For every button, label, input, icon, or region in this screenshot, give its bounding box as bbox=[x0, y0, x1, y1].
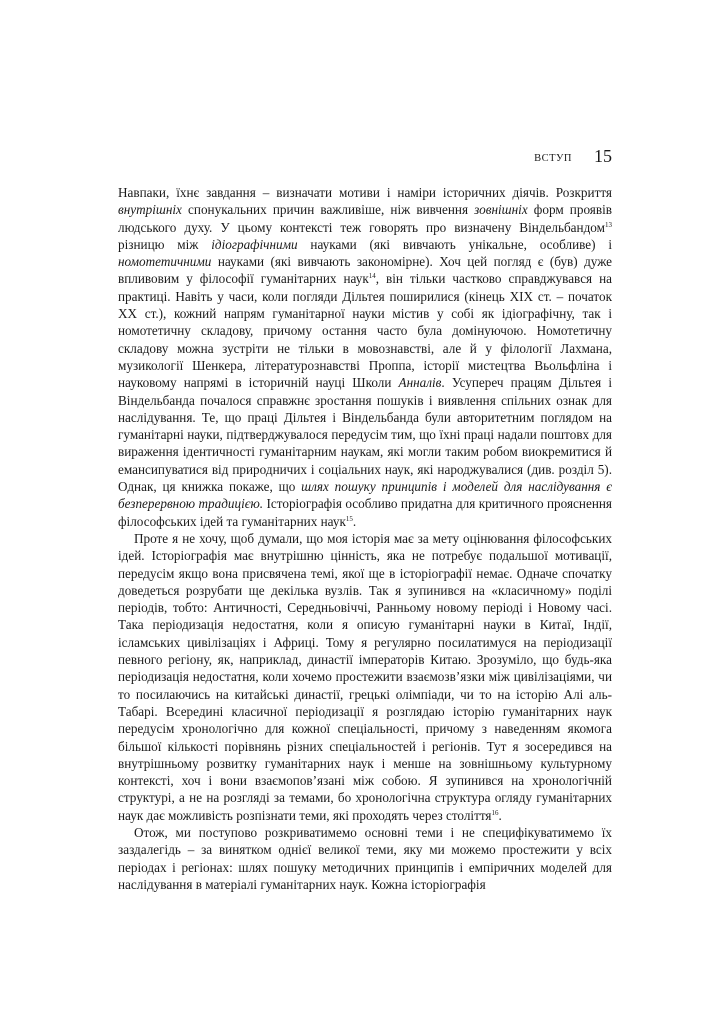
text-run: науками (які вивчають унікальне, особливе) і bbox=[297, 236, 612, 252]
italic-text: ідіографічними bbox=[211, 236, 298, 252]
text-run: . Усупереч працям Дільтея і Віндельбанда почалося справжнє зростання пошуків і виявлення спільних ознак для наслідування. Те, що праці Дільтея і Віндельбанда були авторитетним поглядом на гуманітарні науки, підтверджувалося передусім тим, що їхні праці надали поштовх для вираження ідентичності гуманітарним наукам, які могли таким робом виокремитися й емансипуватися від природничих і соціальних наук, які народжувалися (див. розділ 5). Однак, ця книжка покаже, що bbox=[118, 375, 612, 495]
text-run: Отож, ми поступово розкриватимемо основні теми і не специфікуватимемо їх заздалегідь – за винятком однієї великої теми, яку ми можемо простежити у всіх періодах і регіонах: шлях пошуку методичних принципів і емпіричних моделей для наслідування в матеріалі гуманітарних наук. Кожна історіографія bbox=[118, 824, 612, 892]
footnote-ref: 15 bbox=[345, 514, 353, 523]
footnote-ref: 16 bbox=[491, 808, 499, 817]
italic-text: зовнішніх bbox=[474, 202, 528, 218]
text-run: спонукальних причин важливіше, ніж вивчення bbox=[181, 202, 475, 218]
text-run: Проте я не хочу, щоб думали, що моя історія має за мету оцінювання філософських ідей. Історіографія має внутрішню цінність, яка не потребує подальшої мотивації, передусім якщо вона присвячена темі, якої ще в історіографії немає. Одначе спочатку доведеться розрубати ще декілька вузлів. Так я зупинився на «класичному» поділі періодів, тобто: Античності, Середньовіччі, Ранньому новому періоді і Новому часі. Така періодизація недостатня, коли я описую гуманітарні науки в Китаї, Індії, ісламських цивілізаціях і Африці. Тому я регулярно посилатимуся на періодизації певного регіону, як, наприклад, династії імператорів Китаю. Зрозуміло, що будь-яка періодизація недостатня, коли хочемо простежити взаємозв’язки між цивілізаціями, чи то посилаючись на китайські династії, грецькі олімпіади, чи то на історію Алі аль-Табарі. Всередині класичної періодизації я розглядаю історію гуманітарних наук передусім хронологічно для кожної спеціальності, причому з наведенням якомога більшої кількості порівнянь різних спеціальностей і регіонів. Тут я зосередився на внутрішньому розвитку гуманітарних наук і менше на зовнішньому культурному контексті, хоч і вони взаємопов’язані між собою. Я зупинився на хронологічній структурі, а не на розгляді за темами, бо хронологічна структура огляду гуманітарних наук дає можливість розпізнати теми, які проходять через століття bbox=[118, 530, 612, 823]
paragraph bbox=[118, 184, 612, 530]
footnote-ref: 14 bbox=[368, 272, 376, 281]
footnote-ref: 13 bbox=[605, 220, 612, 229]
text-run: , він тільки частково справджувався на практиці. Навіть у часи, коли погляди Дільтея поширилися (кінець XIX ст. – початок XX ст.), кожний напрям гуманітарної науки містив у собі як ідіографічну, так і номотетичну складову, причому остання часто була домінуючою. Номотетичну складову можна зустріти не тільки в мовознавстві, але й у філології Лахмана, музикології Шенкера, літературознавстві Проппа, історії мистецтва Вьольфліна і науковому напрямі в історичній науці Школи bbox=[118, 271, 612, 391]
text-run: різницю між bbox=[118, 236, 212, 252]
text-run: . bbox=[498, 807, 502, 823]
italic-text: Анналів bbox=[398, 375, 442, 391]
text-run: науками (які вивчають закономірне). Хоч цей погляд є (був) дуже впливовим у філософії гуманітарних наук bbox=[118, 254, 612, 287]
running-header bbox=[118, 148, 612, 170]
running-head-title: ВСТУП bbox=[534, 153, 572, 164]
italic-text: шлях пошуку принципів і моделей для наслідування є безперервною традицією. bbox=[118, 479, 612, 512]
text-run: Навпаки, їхнє завдання – визначати мотиви і наміри історичних діячів. Розкриття bbox=[118, 185, 612, 200]
italic-text: номотетичними bbox=[118, 254, 212, 270]
page-number: 15 bbox=[594, 146, 612, 166]
paragraph bbox=[118, 824, 612, 893]
italic-text: внутрішніх bbox=[118, 202, 182, 218]
text-run: . bbox=[352, 513, 357, 529]
text-run: форм проявів людського духу. У цьому контексті теж говорять про визначену Віндельбандом bbox=[118, 202, 612, 235]
paragraph bbox=[118, 530, 612, 824]
text-run: Історіографія особливо придатна для критичного прояснення філософських ідей та гуманітарних наук bbox=[118, 496, 612, 529]
body-text bbox=[118, 184, 612, 893]
